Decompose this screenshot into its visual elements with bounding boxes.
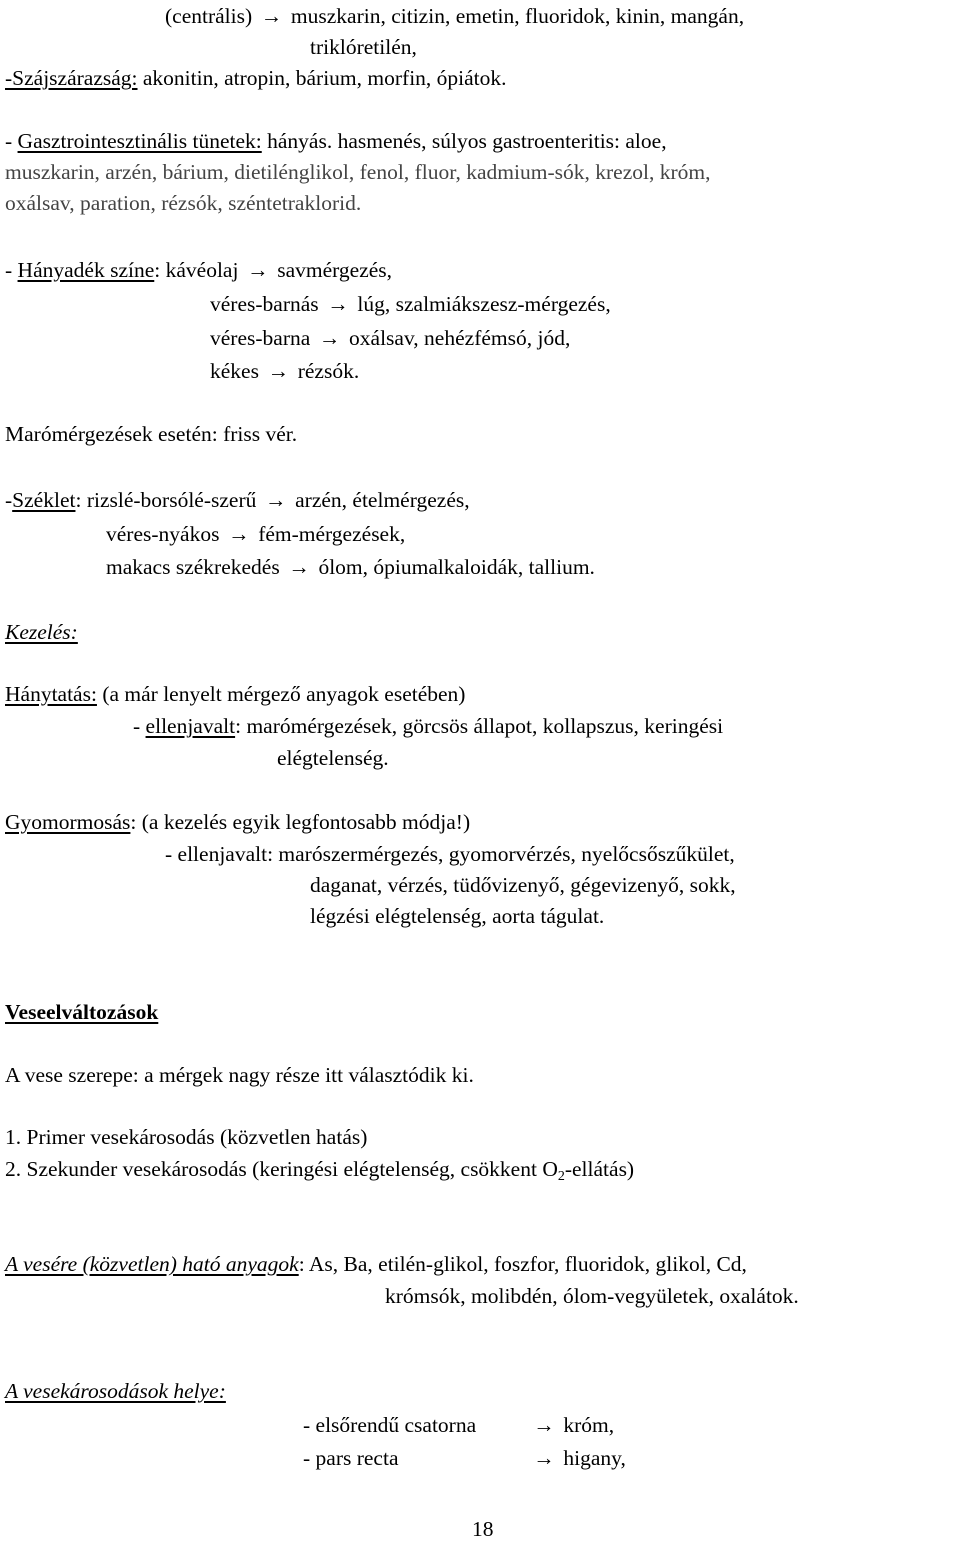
arrow-icon: →: [265, 488, 287, 512]
kidney-heading: Veseelváltozások: [5, 1000, 159, 1024]
emesis-label: Hánytatás:: [5, 682, 97, 706]
text-line: [165, 3, 744, 29]
text-segment: (centrális): [165, 4, 253, 28]
text-segment: - elsőrendű csatorna: [303, 1413, 477, 1437]
subscript: 2: [557, 1169, 565, 1184]
text-line: daganat, vérzés, tüdővizenyő, gégevizenyő, sokk,: [310, 873, 736, 897]
text-segment: véres-nyákos: [106, 522, 220, 546]
kidney-agents-label: A vesére (közvetlen) ható anyagok: [5, 1252, 299, 1276]
text-line: [106, 521, 405, 547]
text-line: [5, 65, 507, 91]
text-line: [5, 681, 465, 707]
colon: :: [75, 488, 87, 512]
text-line: - ellenjavalt: marószermérgezés, gyomorvérzés, nyelőcsőszűkület,: [165, 842, 735, 866]
kidney-sites-label: A vesekárosodások helye:: [5, 1379, 226, 1403]
text-line: elégtelenség.: [277, 746, 389, 770]
text-line: [5, 257, 392, 283]
contraindicated-label: ellenjavalt: [145, 714, 236, 738]
colon: :: [154, 258, 166, 282]
text-line: A vese szerepe: a mérgek nagy része itt választódik ki.: [5, 1063, 474, 1087]
text-segment: 2. Szekunder vesekárosodás (keringési elégtelenség, csökkent O: [5, 1157, 558, 1181]
text-segment: kávéolaj: [165, 258, 239, 282]
text-segment: oxálsav, nehézfémsó, jód,: [349, 326, 571, 350]
text-line: [5, 809, 470, 835]
text-segment: akonitin, atropin, bárium, morfin, ópiátok.: [137, 66, 507, 90]
text-segment: higany,: [563, 1446, 626, 1470]
text-segment: (a már lenyelt mérgező anyagok esetében): [96, 682, 466, 706]
text-segment: lúg, szalmiákszesz-mérgezés,: [357, 292, 611, 316]
text-line: [106, 554, 595, 580]
text-line: légzési elégtelenség, aorta tágulat.: [310, 904, 605, 928]
text-line: krómsók, molibdén, ólom-vegyületek, oxalátok.: [385, 1284, 799, 1308]
text-segment: arzén, ételmérgezés,: [295, 488, 470, 512]
dash: -: [5, 258, 18, 282]
text-line: [210, 358, 359, 384]
arrow-icon: →: [318, 326, 341, 350]
dash: -: [5, 488, 13, 512]
arrow-icon: →: [260, 4, 283, 28]
text-line: triklóretilén,: [310, 35, 417, 59]
text-segment: fém-mérgezések,: [258, 522, 406, 546]
text-segment: : (a kezelés egyik legfontosabb módja!): [130, 810, 471, 834]
text-segment: kékes: [210, 359, 259, 383]
text-line: [210, 325, 570, 351]
text-segment: rézsók.: [297, 359, 360, 383]
text-line: [5, 487, 470, 513]
text-segment: -ellátás): [564, 1157, 635, 1181]
stool-label: Széklet: [12, 488, 76, 512]
list-item: [5, 1156, 634, 1182]
text-line: [303, 1445, 626, 1471]
list-item: 1. Primer vesekárosodás (közvetlen hatás): [5, 1125, 368, 1149]
text-line: oxálsav, paration, rézsók, széntetraklorid.: [5, 191, 362, 215]
arrow-icon: →: [267, 359, 290, 383]
page-number: 18: [472, 1517, 494, 1541]
text-segment: véres-barnás: [210, 292, 319, 316]
arrow-icon: →: [533, 1413, 555, 1437]
text-segment: makacs székrekedés: [106, 555, 280, 579]
treatment-heading: Kezelés:: [5, 620, 78, 644]
text-segment: : marómérgezések, görcsös állapot, kollapszus, keringési: [235, 714, 724, 738]
text-segment: rizslé-borsólé-szerű: [86, 488, 257, 512]
arrow-icon: →: [327, 292, 349, 316]
text-segment: - pars recta: [303, 1446, 399, 1470]
text-line: muszkarin, arzén, bárium, dietilénglikol, fenol, fluor, kadmium-sók, krezol, króm,: [5, 160, 711, 184]
text-line: [5, 128, 667, 154]
text-line: [5, 1251, 747, 1277]
arrow-icon: →: [247, 258, 269, 282]
dash: -: [133, 714, 146, 738]
text-segment: muszkarin, citizin, emetin, fluoridok, kinin, mangán,: [290, 4, 745, 28]
text-segment: véres-barna: [210, 326, 311, 350]
text-segment: hányás. hasmenés, súlyos gastroenteritis: aloe,: [261, 129, 667, 153]
arrow-icon: →: [533, 1446, 555, 1470]
vomit-color-label: Hányadék színe: [17, 258, 155, 282]
text-segment: króm,: [563, 1413, 615, 1437]
arrow-icon: →: [288, 555, 310, 579]
text-line: Marómérgezések esetén: friss vér.: [5, 422, 298, 446]
text-line: [210, 291, 611, 317]
text-line: [133, 713, 723, 739]
text-segment: ólom, ópiumalkaloidák, tallium.: [318, 555, 595, 579]
text-segment: : As, Ba, etilén-glikol, foszfor, fluoridok, glikol, Cd,: [298, 1252, 747, 1276]
arrow-icon: →: [228, 522, 250, 546]
text-segment: savmérgezés,: [277, 258, 393, 282]
dry-mouth-label: -Szájszárazság:: [5, 66, 138, 90]
text-line: [303, 1412, 614, 1438]
gi-symptoms-label: Gasztrointesztinális tünetek:: [17, 129, 262, 153]
dash: -: [5, 129, 18, 153]
lavage-label: Gyomormosás: [5, 810, 131, 834]
